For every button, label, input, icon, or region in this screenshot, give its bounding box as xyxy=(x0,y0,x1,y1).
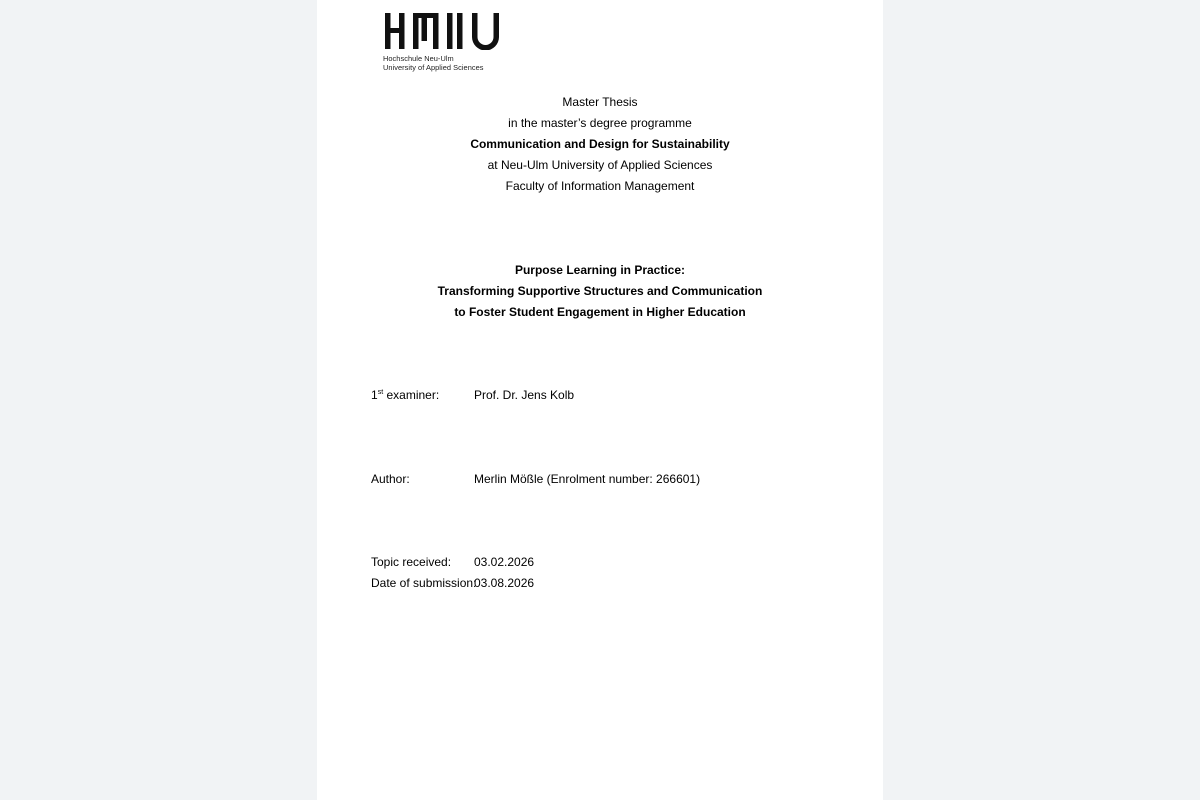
topic-received-label: Topic received: xyxy=(371,555,452,569)
thesis-title-line3: to Foster Student Engagement in Higher Education xyxy=(454,305,746,319)
thesis-title-line2: Transforming Supportive Structures and Communication xyxy=(437,284,763,298)
degree-programme-intro: in the master’s degree programme xyxy=(508,116,692,130)
university-line: at Neu-Ulm University of Applied Sciences xyxy=(487,158,713,172)
thesis-type: Master Thesis xyxy=(562,95,638,109)
author-label: Author: xyxy=(371,472,410,486)
submission-date-label: Date of submission: xyxy=(371,576,477,590)
examiner-ordinal-number: 1 xyxy=(371,388,378,402)
university-logo xyxy=(383,12,503,76)
examiner-label-text: examiner: xyxy=(383,388,440,402)
examiner-label xyxy=(371,388,439,403)
examiner-ordinal-suffix: st xyxy=(377,389,384,396)
faculty-line: Faculty of Information Management xyxy=(505,179,695,193)
submission-date-value: 03.08.2026 xyxy=(474,576,535,590)
programme-name: Communication and Design for Sustainability xyxy=(470,137,730,151)
document-page xyxy=(317,0,883,800)
logo-subtitle-line2: University of Applied Sciences xyxy=(383,63,484,72)
thesis-title-line1: Purpose Learning in Practice: xyxy=(514,263,686,277)
topic-received-value: 03.02.2026 xyxy=(474,555,535,569)
hnu-wordmark-icon xyxy=(383,12,499,50)
author-value: Merlin Mößle (Enrolment number: 266601) xyxy=(474,472,701,486)
examiner-value: Prof. Dr. Jens Kolb xyxy=(474,388,575,402)
logo-subtitle-line1: Hochschule Neu-Ulm xyxy=(383,54,454,63)
